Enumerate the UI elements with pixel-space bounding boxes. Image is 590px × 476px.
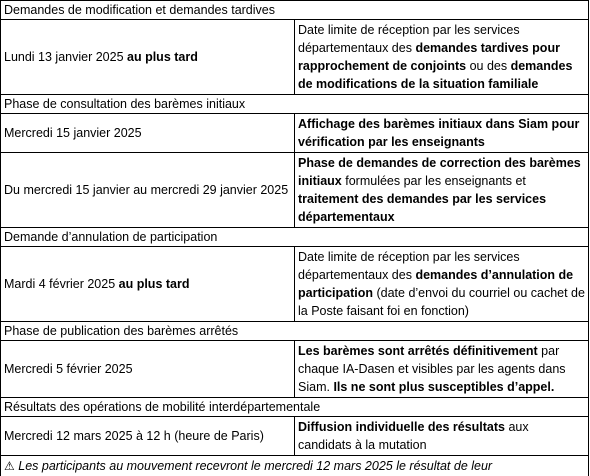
text-run: Date limite de réception par les services départementaux des — [298, 23, 520, 55]
bold-text-run: Affichage des barèmes initiaux dans Siam pour vérification par les enseignants — [298, 117, 579, 149]
bold-text-run: au plus tard — [119, 277, 190, 291]
bold-text-run: traitement des demandes par les services départementaux — [298, 192, 546, 224]
text-run: Date limite de réception par les services départementaux des — [298, 250, 520, 282]
footnote-text: Les participants au mouvement recevront le mercredi 12 mars 2025 le résultat de leur — [15, 459, 492, 473]
bold-text-run: Phase de demandes de correction des barèmes initiaux — [298, 156, 581, 188]
footnote — [1, 456, 589, 476]
description-cell — [295, 247, 589, 322]
bold-text-run: Diffusion individuelle des résultats — [298, 420, 505, 434]
bold-text-run: au plus tard — [127, 50, 198, 64]
text-run: ou des — [466, 59, 510, 73]
bold-text-run: demandes tardives pour rapprochement de conjoints — [298, 41, 560, 73]
date-cell — [1, 153, 295, 228]
bold-text-run: Ils ne sont plus susceptibles d’appel. — [333, 380, 554, 394]
text-run: par chaque IA-Dasen et visibles par les agents dans Siam. — [298, 344, 566, 394]
section-header-row — [1, 228, 589, 247]
text-run: aux candidats à la mutation — [298, 420, 529, 452]
calendar-body — [1, 1, 589, 476]
date-cell — [1, 247, 295, 322]
section-title-phase-de-publication-des-baremes-arretes: Phase de publication des barèmes arrêtés — [1, 322, 589, 341]
section-title-demandes-de-modification-et-demandes-tar: Demandes de modification et demandes tardives — [1, 1, 589, 20]
warning-icon: ⚠ — [4, 459, 15, 473]
date-cell — [1, 114, 295, 153]
section-header-row — [1, 322, 589, 341]
text-run: Mercredi 5 février 2025 — [4, 362, 133, 376]
description-cell — [295, 153, 589, 228]
section-header-row — [1, 398, 589, 417]
text-run: formulées par les enseignants et — [342, 174, 526, 188]
section-title-resultats-des-operations-de-mobilite-int: Résultats des opérations de mobilité interdépartementale — [1, 398, 589, 417]
bold-text-run: Les barèmes sont arrêtés définitivement — [298, 344, 538, 358]
description-cell — [295, 341, 589, 398]
table-row — [1, 341, 589, 398]
table-row — [1, 20, 589, 95]
section-title-demande-d-annulation-de-participation: Demande d’annulation de participation — [1, 228, 589, 247]
text-run: Lundi 13 janvier 2025 — [4, 50, 127, 64]
description-cell — [295, 114, 589, 153]
table-row — [1, 417, 589, 456]
date-cell — [1, 341, 295, 398]
text-run: (date d’envoi du courriel ou cachet de la Poste faisant foi en fonction) — [298, 286, 585, 318]
text-run: Mercredi 15 janvier 2025 — [4, 126, 142, 140]
bold-text-run: demandes d’annulation de participation — [298, 268, 573, 300]
description-cell — [295, 20, 589, 95]
date-cell — [1, 417, 295, 456]
section-header-row — [1, 95, 589, 114]
table-row — [1, 153, 589, 228]
section-header-row — [1, 1, 589, 20]
footnote-row — [1, 456, 589, 476]
table-row — [1, 114, 589, 153]
text-run: Mercredi 12 mars 2025 à 12 h (heure de Paris) — [4, 429, 264, 443]
section-title-phase-de-consultation-des-baremes-initia: Phase de consultation des barèmes initiaux — [1, 95, 589, 114]
date-cell — [1, 20, 295, 95]
bold-text-run: demandes de modifications de la situation familiale — [298, 59, 572, 91]
text-run: Du mercredi 15 janvier au mercredi 29 janvier 2025 — [4, 183, 288, 197]
text-run: Mardi 4 février 2025 — [4, 277, 119, 291]
description-cell — [295, 417, 589, 456]
table-row — [1, 247, 589, 322]
